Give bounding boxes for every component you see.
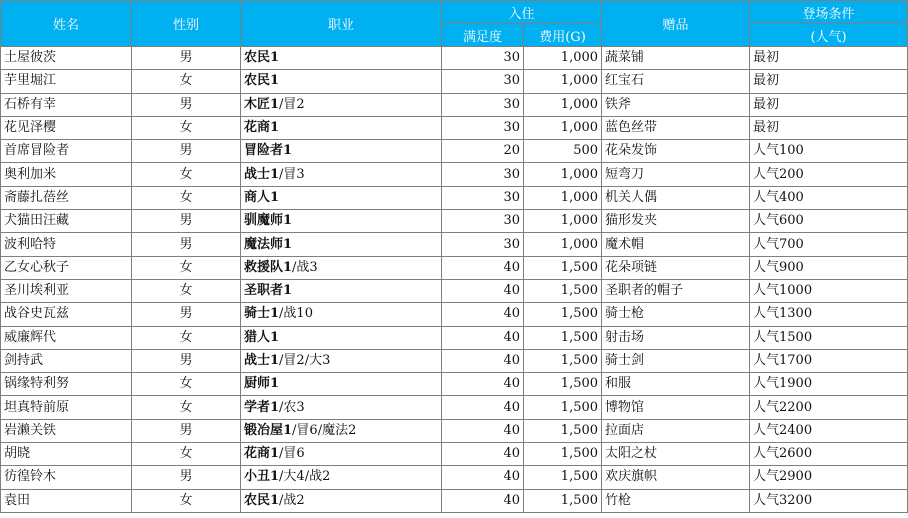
cell-condition: 人气200 bbox=[750, 163, 908, 186]
job-main-text: 农民1 bbox=[244, 73, 280, 89]
cell-gift: 短弯刀 bbox=[602, 163, 750, 186]
cell-cost: 1,000 bbox=[524, 93, 602, 116]
cell-job bbox=[241, 466, 442, 489]
header-condition: 登场条件 bbox=[750, 1, 908, 24]
header-satisfaction: 满足度 bbox=[442, 24, 524, 47]
table-row bbox=[1, 466, 908, 489]
cell-name: 剑持武 bbox=[1, 349, 132, 372]
cell-gender: 女 bbox=[132, 489, 241, 512]
table-row bbox=[1, 70, 908, 93]
cell-cost: 1,000 bbox=[524, 47, 602, 70]
cell-satisfaction: 30 bbox=[442, 70, 524, 93]
cell-satisfaction: 40 bbox=[442, 443, 524, 466]
cell-satisfaction: 30 bbox=[442, 116, 524, 139]
cell-gift: 圣职者的帽子 bbox=[602, 279, 750, 302]
cell-gender: 男 bbox=[132, 233, 241, 256]
cell-cost: 1,000 bbox=[524, 186, 602, 209]
cell-satisfaction: 20 bbox=[442, 140, 524, 163]
header-cost: 费用(G) bbox=[524, 24, 602, 47]
cell-condition: 最初 bbox=[750, 116, 908, 139]
table-row bbox=[1, 349, 908, 372]
cell-job bbox=[241, 419, 442, 442]
cell-job bbox=[241, 70, 442, 93]
cell-name: 坦真特前原 bbox=[1, 396, 132, 419]
table-row bbox=[1, 186, 908, 209]
cell-condition: 人气1000 bbox=[750, 279, 908, 302]
cell-name: 彷徨铃木 bbox=[1, 466, 132, 489]
table-row bbox=[1, 116, 908, 139]
cell-cost: 1,500 bbox=[524, 373, 602, 396]
cell-satisfaction: 40 bbox=[442, 373, 524, 396]
cell-name: 斋藤扎蓓丝 bbox=[1, 186, 132, 209]
cell-gift: 花朵项链 bbox=[602, 256, 750, 279]
cell-gender: 男 bbox=[132, 303, 241, 326]
cell-name: 袁田 bbox=[1, 489, 132, 512]
job-main-text: 农民1 bbox=[244, 492, 280, 508]
cell-condition: 人气2600 bbox=[750, 443, 908, 466]
cell-gift: 铁斧 bbox=[602, 93, 750, 116]
job-main-text: 花商1 bbox=[244, 120, 280, 136]
cell-gift: 拉面店 bbox=[602, 419, 750, 442]
job-extra-text: /冒2/大3 bbox=[279, 353, 331, 368]
table-row bbox=[1, 489, 908, 512]
cell-gift: 竹枪 bbox=[602, 489, 750, 512]
cell-gift: 机关人偶 bbox=[602, 186, 750, 209]
job-extra-text: /冒3 bbox=[279, 166, 305, 182]
cell-gender: 男 bbox=[132, 93, 241, 116]
cell-gender: 女 bbox=[132, 70, 241, 93]
table-row bbox=[1, 256, 908, 279]
job-main-text: 锻冶屋1 bbox=[244, 422, 293, 438]
cell-gift: 骑士剑 bbox=[602, 349, 750, 372]
cell-gender: 男 bbox=[132, 466, 241, 489]
cell-cost: 1,500 bbox=[524, 466, 602, 489]
cell-cost: 500 bbox=[524, 140, 602, 163]
cell-gender: 女 bbox=[132, 443, 241, 466]
cell-condition: 人气2900 bbox=[750, 466, 908, 489]
cell-gift: 和服 bbox=[602, 373, 750, 396]
cell-cost: 1,500 bbox=[524, 256, 602, 279]
cell-satisfaction: 30 bbox=[442, 233, 524, 256]
cell-name: 锅缘特利努 bbox=[1, 373, 132, 396]
cell-satisfaction: 40 bbox=[442, 419, 524, 442]
cell-cost: 1,000 bbox=[524, 233, 602, 256]
table-row bbox=[1, 419, 908, 442]
cell-job bbox=[241, 210, 442, 233]
cell-gift: 花朵发饰 bbox=[602, 140, 750, 163]
table-row bbox=[1, 279, 908, 302]
cell-gender: 男 bbox=[132, 419, 241, 442]
cell-job bbox=[241, 163, 442, 186]
cell-name: 石桥有幸 bbox=[1, 93, 132, 116]
cell-name: 芋里堀江 bbox=[1, 70, 132, 93]
cell-condition: 人气600 bbox=[750, 210, 908, 233]
header-name: 姓名 bbox=[1, 1, 132, 47]
cell-name: 花见泽樱 bbox=[1, 116, 132, 139]
header-stay: 入住 bbox=[442, 1, 602, 24]
table-row bbox=[1, 163, 908, 186]
cell-condition: 人气1700 bbox=[750, 349, 908, 372]
cell-job bbox=[241, 373, 442, 396]
table-row bbox=[1, 93, 908, 116]
cell-gift: 太阳之杖 bbox=[602, 443, 750, 466]
cell-gender: 女 bbox=[132, 279, 241, 302]
cell-condition: 最初 bbox=[750, 70, 908, 93]
job-main-text: 救援队1 bbox=[244, 259, 293, 275]
cell-satisfaction: 40 bbox=[442, 349, 524, 372]
cell-cost: 1,500 bbox=[524, 396, 602, 419]
cell-condition: 人气1500 bbox=[750, 326, 908, 349]
cell-satisfaction: 40 bbox=[442, 326, 524, 349]
cell-cost: 1,000 bbox=[524, 116, 602, 139]
job-extra-text: /冒2 bbox=[279, 96, 305, 112]
cell-cost: 1,500 bbox=[524, 419, 602, 442]
cell-job bbox=[241, 279, 442, 302]
job-main-text: 小丑1 bbox=[244, 469, 280, 485]
job-main-text: 战士1 bbox=[244, 166, 280, 182]
cell-gender: 男 bbox=[132, 210, 241, 233]
cell-satisfaction: 30 bbox=[442, 47, 524, 70]
table-row bbox=[1, 47, 908, 70]
cell-name: 战谷史瓦兹 bbox=[1, 303, 132, 326]
cell-gender: 女 bbox=[132, 326, 241, 349]
cell-condition: 人气100 bbox=[750, 140, 908, 163]
header-gender: 性别 bbox=[132, 1, 241, 47]
job-main-text: 学者1 bbox=[244, 399, 280, 415]
job-main-text: 魔法师1 bbox=[244, 236, 293, 252]
cell-name: 岩濑关铁 bbox=[1, 419, 132, 442]
cell-cost: 1,000 bbox=[524, 163, 602, 186]
cell-condition: 人气2200 bbox=[750, 396, 908, 419]
header-gift: 赠品 bbox=[602, 1, 750, 47]
table-row bbox=[1, 140, 908, 163]
cell-satisfaction: 40 bbox=[442, 256, 524, 279]
cell-gift: 博物馆 bbox=[602, 396, 750, 419]
header-job: 职业 bbox=[241, 1, 442, 47]
cell-satisfaction: 40 bbox=[442, 489, 524, 512]
cell-cost: 1,500 bbox=[524, 349, 602, 372]
cell-satisfaction: 30 bbox=[442, 163, 524, 186]
cell-condition: 人气700 bbox=[750, 233, 908, 256]
cell-name: 乙女心秋子 bbox=[1, 256, 132, 279]
cell-job bbox=[241, 47, 442, 70]
cell-job bbox=[241, 443, 442, 466]
cell-satisfaction: 40 bbox=[442, 396, 524, 419]
cell-cost: 1,500 bbox=[524, 326, 602, 349]
cell-gift: 红宝石 bbox=[602, 70, 750, 93]
job-main-text: 商人1 bbox=[244, 189, 280, 205]
job-main-text: 厨师1 bbox=[244, 376, 280, 392]
cell-job bbox=[241, 186, 442, 209]
table-header bbox=[1, 1, 908, 47]
table-row bbox=[1, 443, 908, 466]
cell-job bbox=[241, 489, 442, 512]
cell-gender: 女 bbox=[132, 186, 241, 209]
cell-satisfaction: 30 bbox=[442, 93, 524, 116]
cell-gift: 蔬菜铺 bbox=[602, 47, 750, 70]
cell-job bbox=[241, 233, 442, 256]
cell-name: 土屋彼茨 bbox=[1, 47, 132, 70]
cell-gender: 女 bbox=[132, 256, 241, 279]
cell-satisfaction: 40 bbox=[442, 279, 524, 302]
cell-condition: 人气2400 bbox=[750, 419, 908, 442]
cell-name: 威廉辉代 bbox=[1, 326, 132, 349]
job-main-text: 驯魔师1 bbox=[244, 213, 293, 229]
job-main-text: 农民1 bbox=[244, 50, 280, 66]
cell-name: 首席冒险者 bbox=[1, 140, 132, 163]
cell-cost: 1,000 bbox=[524, 70, 602, 93]
job-main-text: 战士1 bbox=[244, 353, 280, 368]
cell-cost: 1,000 bbox=[524, 210, 602, 233]
cell-condition: 最初 bbox=[750, 47, 908, 70]
job-extra-text: /大4/战2 bbox=[279, 469, 331, 485]
cell-gift: 射击场 bbox=[602, 326, 750, 349]
cell-condition: 人气400 bbox=[750, 186, 908, 209]
cell-name: 奥利加米 bbox=[1, 163, 132, 186]
job-main-text: 冒险者1 bbox=[244, 143, 293, 159]
cell-satisfaction: 40 bbox=[442, 466, 524, 489]
cell-gender: 男 bbox=[132, 140, 241, 163]
cell-gift: 欢庆旗帜 bbox=[602, 466, 750, 489]
cell-gift: 猫形发夹 bbox=[602, 210, 750, 233]
cell-job bbox=[241, 140, 442, 163]
cell-satisfaction: 30 bbox=[442, 210, 524, 233]
cell-condition: 人气900 bbox=[750, 256, 908, 279]
cell-job bbox=[241, 256, 442, 279]
cell-cost: 1,500 bbox=[524, 279, 602, 302]
job-main-text: 猎人1 bbox=[244, 329, 280, 345]
table-row bbox=[1, 326, 908, 349]
job-extra-text: /农3 bbox=[279, 399, 305, 415]
cell-gift: 蓝色丝带 bbox=[602, 116, 750, 139]
cell-condition: 人气3200 bbox=[750, 489, 908, 512]
table-row bbox=[1, 303, 908, 326]
cell-job bbox=[241, 93, 442, 116]
table-body bbox=[1, 47, 908, 513]
cell-condition: 最初 bbox=[750, 93, 908, 116]
job-extra-text: /战3 bbox=[292, 259, 318, 275]
cell-gender: 男 bbox=[132, 47, 241, 70]
job-main-text: 圣职者1 bbox=[244, 283, 293, 299]
cell-name: 波利哈特 bbox=[1, 233, 132, 256]
table-row bbox=[1, 210, 908, 233]
cell-condition: 人气1900 bbox=[750, 373, 908, 396]
table-row bbox=[1, 233, 908, 256]
cell-gender: 男 bbox=[132, 349, 241, 372]
job-extra-text: /冒6/魔法2 bbox=[292, 422, 357, 438]
cell-name: 圣川埃利亚 bbox=[1, 279, 132, 302]
cell-gift: 骑士枪 bbox=[602, 303, 750, 326]
cell-name: 犬猫田汪藏 bbox=[1, 210, 132, 233]
cell-name: 胡晓 bbox=[1, 443, 132, 466]
cell-gender: 女 bbox=[132, 373, 241, 396]
cell-satisfaction: 30 bbox=[442, 186, 524, 209]
job-main-text: 花商1 bbox=[244, 446, 280, 462]
cell-gift: 魔术帽 bbox=[602, 233, 750, 256]
cell-gender: 女 bbox=[132, 396, 241, 419]
table-row bbox=[1, 396, 908, 419]
cell-satisfaction: 40 bbox=[442, 303, 524, 326]
cell-gender: 女 bbox=[132, 116, 241, 139]
job-extra-text: /战2 bbox=[279, 492, 305, 508]
cell-job bbox=[241, 303, 442, 326]
job-main-text: 木匠1 bbox=[244, 96, 280, 112]
cell-condition: 人气1300 bbox=[750, 303, 908, 326]
cell-cost: 1,500 bbox=[524, 489, 602, 512]
job-extra-text: /战10 bbox=[279, 306, 313, 322]
cell-job bbox=[241, 396, 442, 419]
cell-job bbox=[241, 326, 442, 349]
cell-job bbox=[241, 116, 442, 139]
job-extra-text: /冒6 bbox=[279, 446, 305, 462]
job-main-text: 骑士1 bbox=[244, 306, 280, 322]
cell-cost: 1,500 bbox=[524, 303, 602, 326]
header-condition-sub: (人气) bbox=[750, 24, 908, 47]
cell-gender: 女 bbox=[132, 163, 241, 186]
table-row bbox=[1, 373, 908, 396]
cell-cost: 1,500 bbox=[524, 443, 602, 466]
cell-job bbox=[241, 349, 442, 372]
